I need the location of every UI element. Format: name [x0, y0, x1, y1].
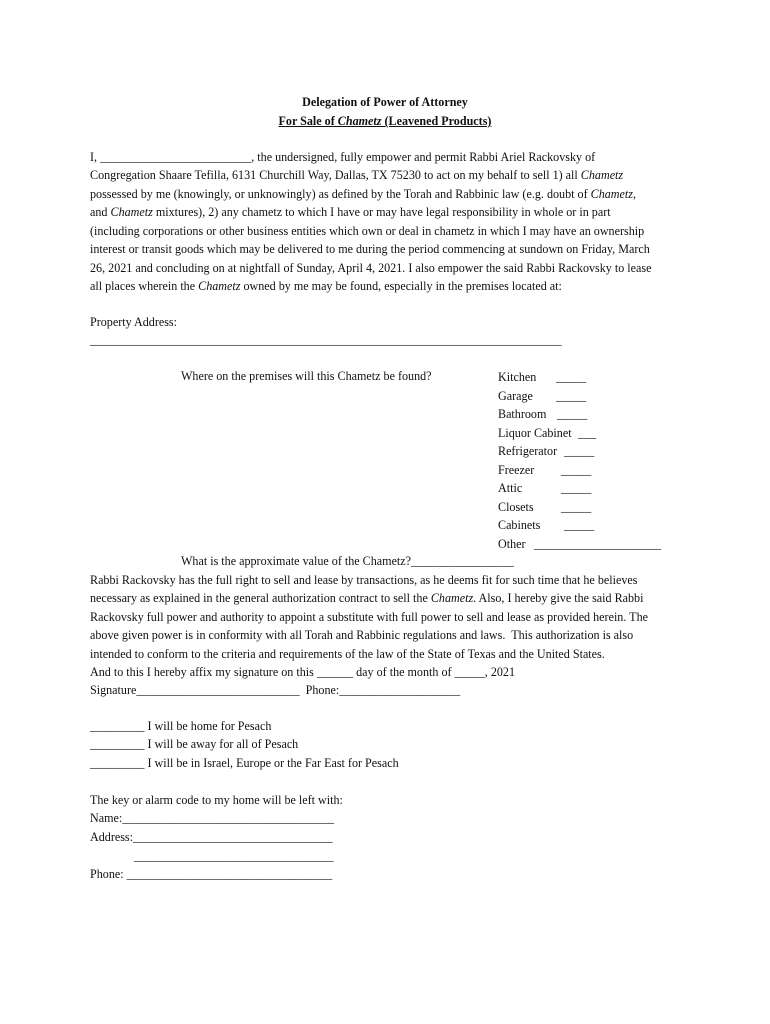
location-blank[interactable]: _____ — [556, 388, 587, 403]
key-name-field[interactable]: Name:___________________________________ — [90, 811, 334, 825]
text-run: Congregation Shaare Tefilla, 6131 Churchill Way, Dallas, TX 75230 to act on my behalf to sell 1) all — [90, 168, 581, 183]
chametz-italic: Chametz — [198, 279, 241, 294]
location-blank[interactable]: _____ — [561, 499, 592, 514]
chametz-italic: Chametz — [590, 186, 633, 201]
text-run: 26, 2021 and concluding on at nightfall of Sunday, April 4, 2021. I also empower the said Rabbi Rackovsky to lease — [90, 260, 652, 275]
location-label: Bathroom — [498, 407, 547, 421]
property-address-label: Property Address: — [90, 315, 178, 329]
authorization-line — [90, 168, 623, 182]
rights-line — [90, 628, 633, 642]
authorization-line[interactable] — [90, 150, 595, 164]
authorization-line — [90, 279, 562, 293]
location-label: Freezer — [498, 462, 535, 477]
property-address-field[interactable]: ______________________________________________________________________________ — [90, 333, 562, 347]
location-blank[interactable]: _____ — [561, 462, 592, 477]
location-label: Attic — [498, 481, 523, 495]
text-run: all places wherein the — [90, 279, 199, 294]
pesach-option-away[interactable]: _________ I will be away for all of Pesach — [90, 737, 299, 751]
location-blank[interactable]: _____ — [564, 444, 595, 458]
location-label: Refrigerator — [498, 444, 558, 458]
text-run: necessary as explained in the general authorization contract to sell the — [90, 591, 431, 606]
text-run: Rabbi Rackovsky has the full right to sell and lease by transactions, as he deems fit for such time that he believes — [90, 573, 638, 587]
rights-line — [90, 591, 643, 605]
location-blank[interactable]: _____ — [556, 370, 587, 384]
authorization-line — [90, 242, 650, 256]
location-label: Closets — [498, 499, 534, 514]
location-blank[interactable]: _____________________ — [534, 536, 661, 551]
text-run: (including corporations or other business entities which own or deal in chametz in which I may have an ownership — [90, 223, 645, 238]
rights-line — [90, 665, 515, 679]
key-section-intro: The key or alarm code to my home will be left with: — [90, 793, 343, 807]
chametz-italic: Chametz — [430, 591, 474, 606]
document-title: Delegation of Power of Attorney — [302, 95, 468, 109]
location-blank[interactable]: _____ — [564, 518, 595, 532]
premises-question: Where on the premises will this Chametz be found? — [181, 369, 432, 383]
text-run: mixtures), 2) any chametz to which I have or may have legal responsibility in whole or in part — [152, 205, 611, 220]
value-question[interactable]: What is the approximate value of the Chametz?_________________ — [181, 554, 514, 568]
authorization-line — [90, 187, 636, 201]
text-run: I, _________________________, the undersigned, fully empower and permit Rabbi Ariel Rackovsky of — [90, 150, 596, 164]
location-label: Kitchen — [498, 370, 537, 384]
location-label: Cabinets — [498, 518, 541, 532]
text-run: And to this I hereby affix my signature on this ______ day of the month of _____, 2021 — [90, 665, 516, 679]
text-run: Rackovsky full power and authority to appoint a substitute with full power to sell and lease as provided herein. The — [90, 609, 648, 624]
rights-line — [90, 610, 648, 624]
text-run: interest or transit goods which may be delivered to me during the period commencing at sundown on Friday, March — [90, 242, 650, 257]
text-run: possessed by me (knowingly, or unknowingly) as defined by the Torah and Rabbinic law (e.g. doubt of — [90, 186, 591, 201]
text-run: . Also, I hereby give the said Rabbi — [473, 591, 644, 606]
text-run: owned by me may be found, especially in the premises located at: — [240, 279, 562, 294]
text-run: intended to conform to the criteria and requirements of the law of the State of Texas and the United States. — [90, 646, 605, 661]
chametz-italic: Chametz — [110, 205, 153, 220]
text-run: and — [90, 205, 111, 220]
location-label: Other — [498, 536, 526, 551]
authorization-line — [90, 224, 644, 238]
location-label: Garage — [498, 388, 533, 403]
subtitle-chametz: Chametz — [337, 114, 382, 128]
document-subtitle — [0, 114, 770, 128]
location-label: Liquor Cabinet — [498, 425, 572, 440]
subtitle-prefix: For Sale of — [278, 114, 338, 128]
text-run: , — [632, 186, 636, 201]
signature-phone-line[interactable]: Signature___________________________ Phone:____________________ — [90, 683, 461, 697]
rights-line — [90, 647, 605, 661]
authorization-line — [90, 261, 651, 275]
key-phone-field[interactable]: Phone: __________________________________ — [90, 867, 333, 881]
text-run: above given power is in conformity with all Torah and Rabbinic regulations and laws. This authorization is also — [90, 628, 634, 643]
key-address-field[interactable]: Address:_________________________________ — [90, 830, 333, 844]
location-blank[interactable]: _____ — [561, 481, 592, 495]
authorization-line — [90, 205, 611, 219]
subtitle-suffix: (Leavened Products) — [381, 114, 492, 128]
key-address-line2[interactable]: _________________________________ — [134, 849, 334, 863]
location-blank[interactable]: ___ — [578, 425, 597, 440]
rights-line — [90, 573, 637, 587]
location-blank[interactable]: _____ — [557, 407, 588, 421]
chametz-italic: Chametz — [580, 168, 624, 183]
pesach-option-abroad[interactable]: _________ I will be in Israel, Europe or the Far East for Pesach — [90, 756, 399, 770]
pesach-option-home[interactable]: _________ I will be home for Pesach — [90, 719, 272, 733]
